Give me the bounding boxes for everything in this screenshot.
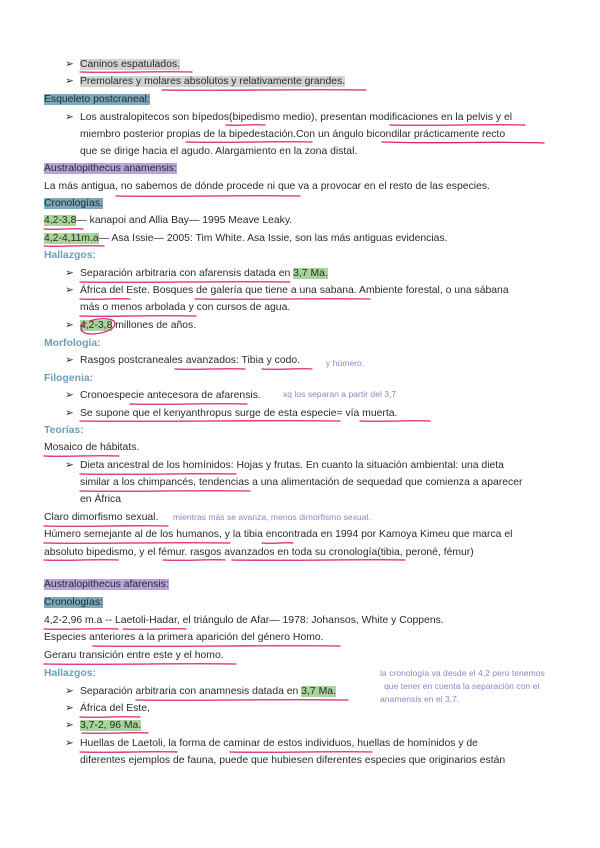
text-line: Mosaico de hábitats. [44,442,140,453]
text-line: Geraru transición entre este y el homo. [44,650,224,661]
text-line: en África [80,494,122,505]
text-line: Separación arbitraria con anamnesis datada en 3,7 Ma. [80,686,336,697]
text-line: Especies anteriores a la primera aparición del género Homo. [44,632,324,643]
bullet-icon: ➢ [65,460,74,471]
text-line: 3,7-2, 96 Ma. [80,720,142,731]
text-line: Los australopitecos son bípedos(bipedismo medio), presentan modificaciones en la pelvis y el [80,112,513,123]
text-line: diferentes ejemplos de fauna, puede que hubiesen diferentes especies que originarios están [80,755,506,766]
text-line: Premolares y molares absolutos y relativamente grandes. [80,76,346,87]
section-label: Teorías: [44,425,84,436]
bullet-icon: ➢ [65,390,74,401]
bullet-icon: ➢ [65,59,74,70]
text-line: Huellas de Laetoli, la forma de caminar de estos individuos, huellas de homínidos y de [80,738,478,749]
species-heading: Australopithecus afarensis: [44,579,169,590]
text-line: La más antigua, no sabemos de dónde procede ni que va a provocar en el resto de las especies. [44,181,490,192]
text-line: miembro posterior propias de la bipedestación.Con un ángulo bicondilar prácticamente recto [80,129,506,140]
text-line: 4,2-2,96 m.a -- Laetoli-Hadar, el triángulo de Afar— 1978: Johansos, White y Coppens. [44,615,444,626]
bullet-icon: ➢ [65,320,74,331]
handwritten-note: la cronología va desde el 4,2 pero tenemos [380,668,545,678]
subheading: Cronologías. [44,198,103,209]
section-label: Morfología: [44,338,101,349]
bullet-icon: ➢ [65,112,74,123]
bullet-icon: ➢ [65,268,74,279]
text-line: Se supone que el kenyanthropus surge de esta especie= vía muerta. [80,408,398,419]
section-label: Filogenia: [44,373,94,384]
bullet-icon: ➢ [65,738,74,749]
handwritten-note: xq los separan a partir del 3,7 [283,389,397,399]
bullet-icon: ➢ [65,686,74,697]
text-line: Dieta ancestral de los homínidos: Hojas y frutas. En cuanto la situación ambiental: una dieta [80,460,504,471]
bullet-icon: ➢ [65,355,74,366]
bullet-icon: ➢ [65,76,74,87]
handwritten-note: y húmero. [326,358,365,368]
bullet-icon: ➢ [65,720,74,731]
section-label: Hallazgos: [44,250,96,261]
section-heading: Esqueleto postcraneal: [44,94,150,105]
text-line: 4,2-3,8— kanapoi and Allia Bay— 1995 Meave Leaky. [44,215,293,226]
text-line: 4,2-3,8 millones de años. [80,320,197,331]
bullet-icon: ➢ [65,703,74,714]
text-line: que se dirige hacia el agudo. Alargamiento en la zona distal. [80,146,358,157]
text-line: Caninos espatulados. [80,59,180,70]
subheading: Cronologías: [44,597,103,608]
text-line: 4,2-4,11m.a— Asa Issie— 2005: Tim White. Asa Issie, son las más antiguas evidencias. [44,233,448,244]
text-line: África del Este, [80,703,150,714]
text-line: Separación arbitraria con afarensis datada en 3,7 Ma. [80,268,328,279]
text-line: Húmero semejante al de los humanos, y la tibia encontrada en 1994 por Kamoya Kimeu que marca el [44,529,513,540]
species-heading: Australopithecus anamensis: [44,163,177,174]
section-label: Hallazgos: [44,668,96,679]
text-line: Rasgos postcraneales avanzados: Tibia y codo. [80,355,301,366]
text-line: África del Este. Bosques de galería que tiene a una sabana. Ambiente forestal, o una sábana [80,285,509,296]
text-line: similar a los chimpancés, tendencias a una alimentación de sequedad que comienza a aparecer [80,477,523,488]
text-line: más o menos arbolada y con cursos de agua. [80,302,291,313]
text-line: absoluto bipedismo, y el fémur. rasgos avanzados en toda su cronología(tibia, peroné, fémur) [44,547,474,558]
text-line: Claro dimorfismo sexual. [44,512,159,523]
handwritten-note: que tener en cuenta la separación con el [384,681,540,691]
text-line: Cronoespecie antecesora de afarensis. [80,390,261,401]
bullet-icon: ➢ [65,408,74,419]
bullet-icon: ➢ [65,285,74,296]
handwritten-note: mientras más se avanza, menos dimorfismo sexual. [173,512,371,522]
handwritten-note: anamensis en el 3,7. [380,694,460,704]
